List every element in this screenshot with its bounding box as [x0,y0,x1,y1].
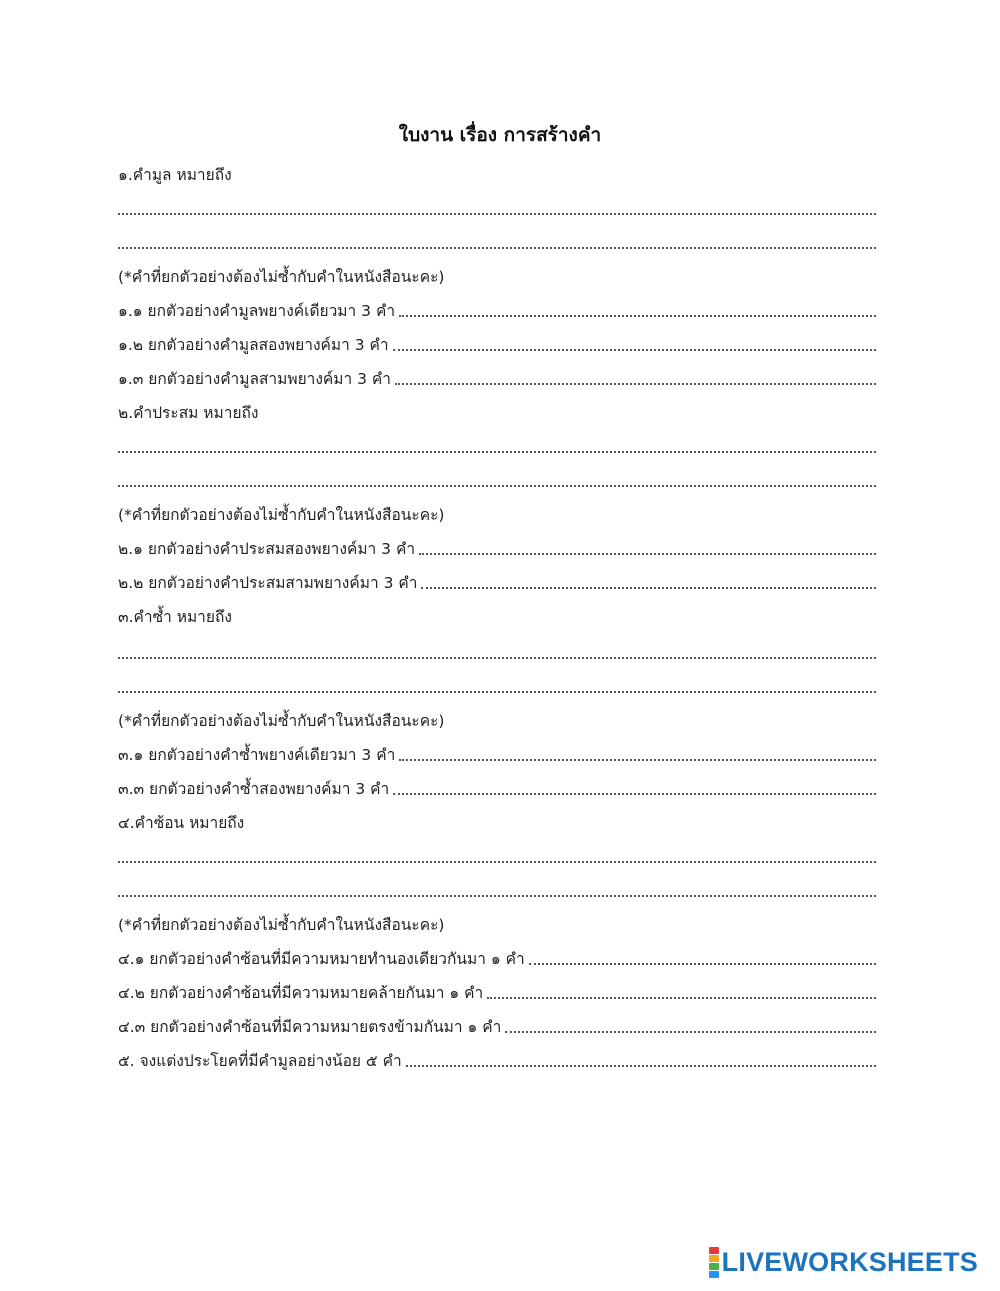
dotted-line [118,451,876,453]
answer-dotted-line[interactable] [505,1031,876,1033]
logo-block [709,1263,719,1270]
section-2-heading-text: ๒.คำประสม หมายถึง [118,404,259,422]
section-3-heading [118,598,876,628]
question-4-3[interactable] [118,1008,876,1038]
note-1 [118,258,876,288]
logo-mark-icon [709,1247,719,1278]
note-text: (*คำที่ยกตัวอย่างต้องไม่ซ้ำกับคำในหนังสือนะคะ) [118,712,445,730]
logo-block [709,1271,719,1278]
answer-dotted-line[interactable] [406,1065,876,1067]
answer-line-1b[interactable] [118,224,876,254]
section-1-heading-text: ๑.คำมูล หมายถึง [118,166,232,184]
answer-line-4a[interactable] [118,838,876,868]
liveworksheets-logo [709,1247,978,1277]
question-text: ๔.๑ ยกตัวอย่างคำซ้อนที่มีความหมายทำนองเดียวกันมา ๑ คำ [118,950,525,968]
answer-dotted-line[interactable] [399,759,876,761]
answer-dotted-line[interactable] [487,997,876,999]
dotted-line [118,895,876,897]
note-2 [118,496,876,526]
section-2-heading [118,394,876,424]
answer-dotted-line[interactable] [393,793,876,795]
answer-dotted-line[interactable] [419,553,876,555]
section-3-heading-text: ๓.คำซ้ำ หมายถึง [118,608,232,626]
question-2-1[interactable] [118,530,876,560]
section-1-heading [118,156,876,186]
question-text: ๓.๓ ยกตัวอย่างคำซ้ำสองพยางค์มา 3 คำ [118,780,390,798]
question-5[interactable] [118,1042,876,1072]
question-text: ๔.๓ ยกตัวอย่างคำซ้อนที่มีความหมายตรงข้ามกันมา ๑ คำ [118,1018,502,1036]
question-text: ๒.๑ ยกตัวอย่างคำประสมสองพยางค์มา 3 คำ [118,540,416,558]
answer-dotted-line[interactable] [421,587,876,589]
question-1-2[interactable] [118,326,876,356]
logo-block [709,1255,719,1262]
answer-dotted-line[interactable] [399,315,876,317]
dotted-line [118,691,876,693]
question-4-1[interactable] [118,940,876,970]
question-text: ๑.๓ ยกตัวอย่างคำมูลสามพยางค์มา 3 คำ [118,370,392,388]
question-3-3[interactable] [118,770,876,800]
answer-dotted-line[interactable] [393,349,876,351]
question-text: ๒.๒ ยกตัวอย่างคำประสมสามพยางค์มา 3 คำ [118,574,418,592]
question-2-2[interactable] [118,564,876,594]
section-4-heading-text: ๔.คำซ้อน หมายถึง [118,814,245,832]
question-text: ๔.๒ ยกตัวอย่างคำซ้อนที่มีความหมายคล้ายกันมา ๑ คำ [118,984,484,1002]
question-text: ๓.๑ ยกตัวอย่างคำซ้ำพยางค์เดียวมา 3 คำ [118,746,396,764]
logo-text: LIVEWORKSHEETS [721,1246,978,1277]
note-text: (*คำที่ยกตัวอย่างต้องไม่ซ้ำกับคำในหนังสือนะคะ) [118,916,445,934]
dotted-line [118,861,876,863]
question-4-2[interactable] [118,974,876,1004]
note-text: (*คำที่ยกตัวอย่างต้องไม่ซ้ำกับคำในหนังสือนะคะ) [118,268,445,286]
question-1-3[interactable] [118,360,876,390]
question-1-1[interactable] [118,292,876,322]
dotted-line [118,657,876,659]
answer-line-1a[interactable] [118,190,876,220]
answer-line-4b[interactable] [118,872,876,902]
answer-line-3b[interactable] [118,668,876,698]
answer-line-2a[interactable] [118,428,876,458]
worksheet-title: ใบงาน เรื่อง การสร้างคำ [398,124,602,146]
answer-line-3a[interactable] [118,634,876,664]
note-text: (*คำที่ยกตัวอย่างต้องไม่ซ้ำกับคำในหนังสือนะคะ) [118,506,445,524]
question-text: ๑.๑ ยกตัวอย่างคำมูลพยางค์เดียวมา 3 คำ [118,302,396,320]
note-3 [118,702,876,732]
dotted-line [118,247,876,249]
dotted-line [118,485,876,487]
answer-dotted-line[interactable] [529,963,876,965]
answer-dotted-line[interactable] [395,383,876,385]
question-text: ๑.๒ ยกตัวอย่างคำมูลสองพยางค์มา 3 คำ [118,336,389,354]
answer-line-2b[interactable] [118,462,876,492]
logo-block [709,1247,719,1254]
note-4 [118,906,876,936]
question-text: ๕. จงแต่งประโยคที่มีคำมูลอย่างน้อย ๕ คำ [118,1052,402,1070]
dotted-line [118,213,876,215]
section-4-heading [118,804,876,834]
question-3-1[interactable] [118,736,876,766]
